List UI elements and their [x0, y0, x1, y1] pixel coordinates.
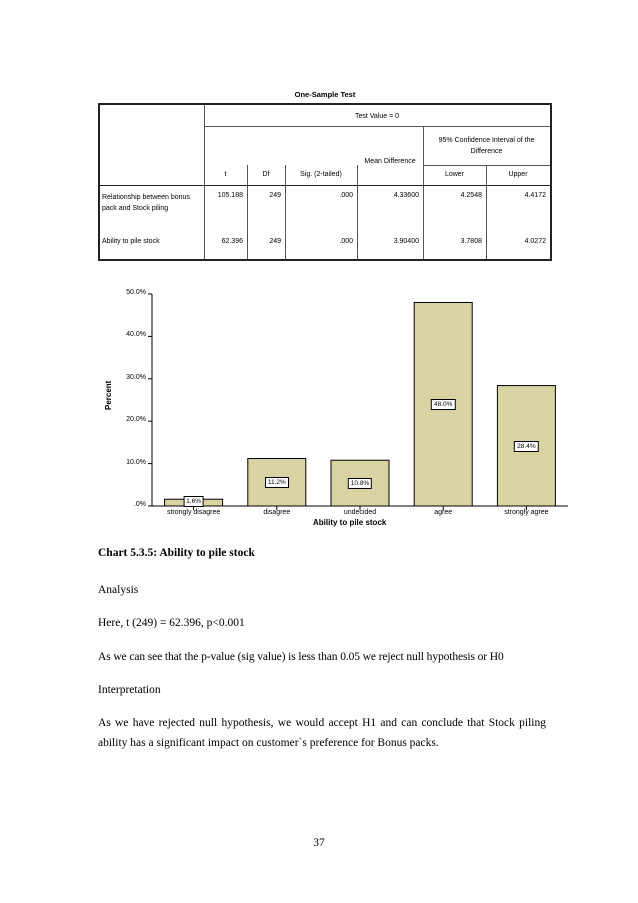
test-value-header: Test Value = 0: [354, 113, 400, 120]
bar-value-label: 28.4%: [514, 441, 538, 452]
bar-value-label: 48.0%: [431, 399, 455, 410]
table-cell: 4.2548: [460, 192, 482, 199]
table-cell: 105.188: [217, 192, 243, 199]
y-tick-label: 40.0%: [126, 331, 146, 339]
chart-caption: Chart 5.3.5: Ability to pile stock: [98, 547, 255, 559]
table-cell: 4.33600: [393, 192, 419, 199]
analysis-heading: Analysis: [98, 584, 139, 596]
stat-line: Here, t (249) = 62.396, p<0.001: [98, 617, 245, 629]
table-cell: 249: [269, 192, 281, 199]
col-header-df: Df: [262, 171, 270, 178]
pvalue-line: As we can see that the p-value (sig value) is less than 0.05 we reject null hypothesis or H0: [98, 651, 504, 663]
table-cell: .000: [339, 192, 353, 199]
table-cell: 4.0272: [524, 238, 546, 245]
bar-value-label: 11.2%: [265, 477, 289, 488]
y-axis-label: Percent: [104, 380, 113, 410]
y-tick-label: 30.0%: [126, 373, 146, 381]
y-tick-label: 50.0%: [126, 289, 146, 296]
col-header-mean: Mean Difference: [364, 158, 416, 165]
y-tick-label: 20.0%: [126, 416, 146, 424]
one-sample-test-table: [98, 103, 552, 261]
table-title: One-Sample Test: [294, 90, 356, 99]
conclusion-paragraph: As we have rejected null hypothesis, we would accept H1 and can conclude that Stock piling ability has a significant impact on customer`s preference for Bonus packs.: [98, 717, 546, 749]
x-tick-label: agree: [434, 509, 453, 516]
table-cell: .000: [339, 238, 353, 245]
row-label: Relationship between bonus pack and Stock piling: [102, 194, 190, 212]
col-header-sig: Sig. (2-tailed): [300, 171, 342, 178]
interpretation-heading: Interpretation: [98, 684, 161, 696]
col-header-lower: Lower: [444, 171, 465, 178]
x-tick-label: undecided: [343, 509, 377, 516]
bar-value-label: 10.8%: [348, 478, 372, 489]
y-tick-label: 10.0%: [126, 458, 146, 466]
col-header-upper: Upper: [508, 171, 528, 178]
col-header-t: t: [224, 171, 227, 178]
ci-header: 95% Confidence Interval of the Difference: [438, 137, 535, 155]
table-cell: 3.7808: [460, 238, 482, 245]
x-tick-label: strongly agree: [504, 509, 549, 516]
x-tick-label: strongly disagree: [166, 509, 221, 516]
table-cell: 62.396: [221, 238, 243, 245]
y-tick-label: .0%: [133, 501, 146, 508]
chart-canvas: [100, 282, 570, 532]
table-cell: 249: [269, 238, 281, 245]
page-number: 37: [313, 837, 325, 849]
bar-value-label: 1.6%: [183, 496, 204, 507]
row-label: Ability to pile stock: [102, 238, 160, 245]
table-cell: 4.4172: [524, 192, 546, 199]
table-cell: 3.90400: [393, 238, 419, 245]
x-axis-label: Ability to pile stock: [313, 518, 387, 527]
bar-chart: [100, 282, 570, 532]
x-tick-label: disagree: [263, 509, 291, 516]
